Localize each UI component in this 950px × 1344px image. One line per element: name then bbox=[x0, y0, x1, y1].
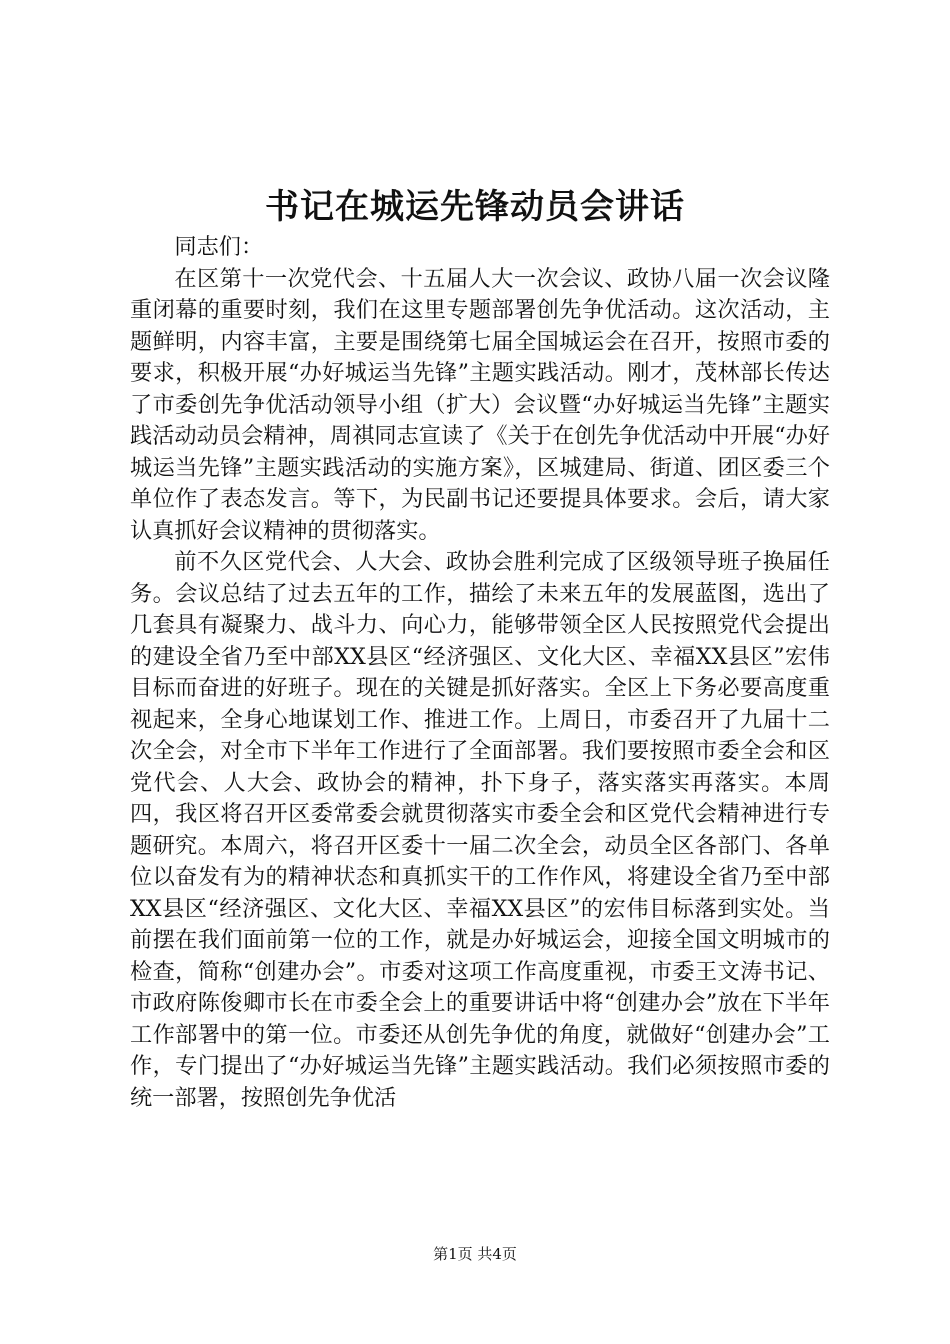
paragraph-1: 在区第十一次党代会、十五届人大一次会议、政协八届一次会议隆重闭幕的重要时刻，我们在这里专题部署创先争优活动。这次活动，主题鲜明，内容丰富，主要是围绕第七届全国城运会在召开，按照市委的要求，积极开展“办好城运当先锋”主题实践活动。刚才，茂林部长传达了市委创先争优活动领导小组（扩大）会议暨“办好城运当先锋”主题实践活动动员会精神，周祺同志宣读了《关于在创先争优活动中开展“办好城运当先锋”主题实践活动的实施方案》，区城建局、街道、团区委三个单位作了表态发言。等下，为民副书记还要提具体要求。会后，请大家认真抓好会议精神的贯彻落实。 bbox=[130, 265, 830, 544]
salutation: 同志们： bbox=[174, 234, 264, 260]
document-body bbox=[130, 232, 830, 1114]
page-title: 书记在城运先锋动员会讲话 bbox=[265, 187, 685, 227]
page-footer: 第1页 共4页 bbox=[433, 1245, 517, 1263]
paragraph-2: 前不久区党代会、人大会、政协会胜利完成了区级领导班子换届任务。会议总结了过去五年的工作，描绘了未来五年的发展蓝图，选出了几套具有凝聚力、战斗力、向心力，能够带领全区人民按照党代会提出的建设全省乃至中部XX县区“经济强区、文化大区、幸福XX县区”宏伟目标而奋进的好班子。现在的关键是抓好落实。全区上下务必要高度重视起来，全身心地谋划工作、推进工作。上周日，市委召开了九届十二次全会，对全市下半年工作进行了全面部署。我们要按照市委全会和区党代会、人大会、政协会的精神，扑下身子，落实落实再落实。本周四，我区将召开区委常委会就贯彻落实市委全会和区党代会精神进行专题研究。本周六，将召开区委十一届二次全会，动员全区各部门、各单位以奋发有为的精神状态和真抓实干的工作作风，将建设全省乃至中部XX县区“经济强区、文化大区、幸福XX县区”的宏伟目标落到实处。当前摆在我们面前第一位的工作，就是办好城运会，迎接全国文明城市的检查，简称“创建办会”。市委对这项工作高度重视，市委王文涛书记、市政府陈俊卿市长在市委全会上的重要讲话中将“创建办会”放在下半年工作部署中的第一位。市委还从创先争优的角度，就做好“创建办会”工作，专门提出了“办好城运当先锋”主题实践活动。我们必须按照市委的统一部署，按照创先争优活 bbox=[130, 549, 830, 1111]
